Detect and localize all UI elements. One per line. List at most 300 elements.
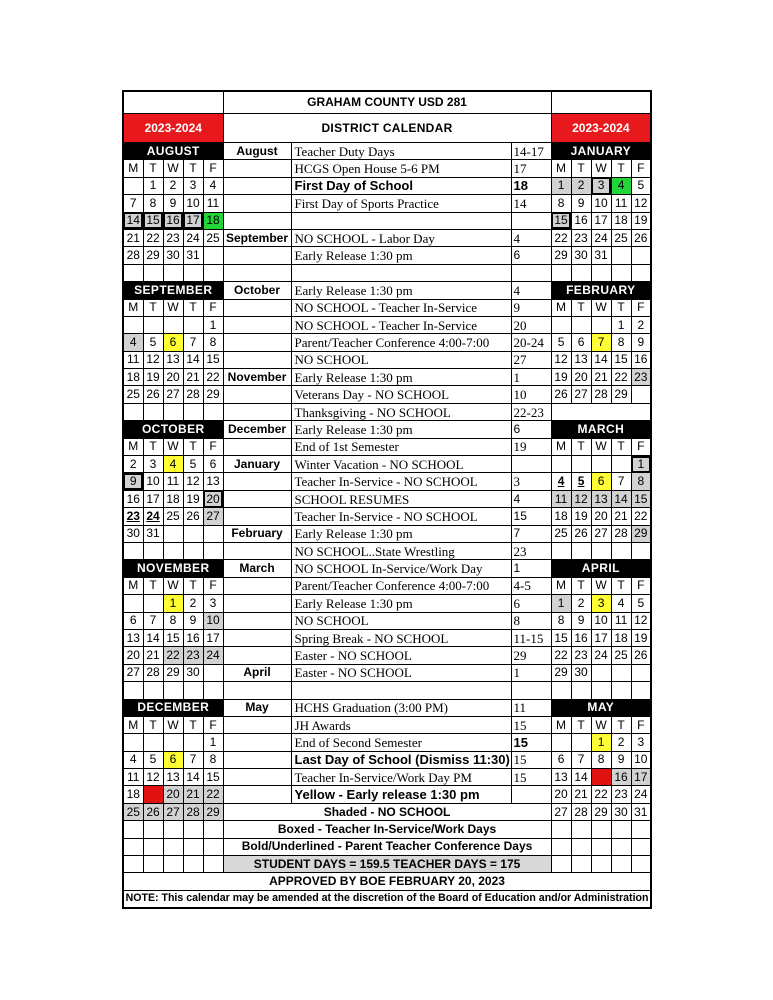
calendar-row	[123, 212, 651, 229]
blank-cell	[143, 316, 163, 333]
event-month-label	[223, 577, 291, 594]
event-date: 8	[511, 612, 551, 629]
calendar-day: 7	[611, 473, 631, 490]
school-year-right: 2023-2024	[551, 114, 651, 143]
event-month-label	[223, 403, 291, 420]
event-date: 1	[511, 369, 551, 386]
calendar-day: 15	[203, 351, 223, 368]
calendar-day: 16	[631, 351, 651, 368]
calendar-row	[123, 490, 651, 507]
calendar-day: 16	[571, 629, 591, 646]
event-description: NO SCHOOL In-Service/Work Day	[291, 560, 511, 577]
calendar-row	[123, 456, 651, 473]
calendar-day: 1	[631, 456, 651, 473]
calendar-day: 15	[203, 769, 223, 786]
blank-cell	[551, 91, 651, 114]
calendar-day: 27	[591, 525, 611, 542]
blank-cell	[591, 821, 611, 838]
calendar-row	[123, 386, 651, 403]
event-month-label	[223, 629, 291, 646]
blank-cell	[551, 403, 651, 420]
calendar-day: 16	[183, 629, 203, 646]
calendar-day: 26	[631, 647, 651, 664]
legend-item: Boxed - Teacher In-Service/Work Days	[223, 821, 551, 838]
calendar-row	[123, 647, 651, 664]
calendar-row	[123, 786, 651, 803]
calendar-day: 10	[591, 612, 611, 629]
calendar-day: 6	[203, 456, 223, 473]
blank-cell	[611, 247, 631, 264]
blank-cell	[123, 838, 143, 855]
blank-cell	[123, 856, 143, 873]
event-date: 3	[511, 473, 551, 490]
calendar-day: 9	[183, 612, 203, 629]
calendar-row	[123, 821, 651, 838]
blank-cell	[611, 542, 631, 559]
blank-cell	[123, 542, 143, 559]
blank-cell	[203, 264, 223, 281]
legend-item: Bold/Underlined - Parent Teacher Conference Days	[223, 838, 551, 855]
event-month-label	[223, 647, 291, 664]
month-header-december: DECEMBER	[123, 699, 223, 716]
blank-cell	[571, 542, 591, 559]
calendar-day: 16	[123, 490, 143, 507]
calendar-day: 21	[571, 786, 591, 803]
weekday-label: T	[183, 577, 203, 594]
calendar-day: 4	[551, 473, 571, 490]
calendar-day: 22	[163, 647, 183, 664]
weekday-label: W	[163, 299, 183, 316]
calendar-day: 14	[143, 629, 163, 646]
calendar-day: 22	[203, 786, 223, 803]
calendar-day: 13	[203, 473, 223, 490]
calendar-day: 9	[631, 334, 651, 351]
calendar-day: 25	[551, 525, 571, 542]
event-month-label	[223, 769, 291, 786]
event-month-label	[223, 542, 291, 559]
calendar-day: 27	[551, 803, 571, 820]
calendar-day: 1	[591, 734, 611, 751]
blank-cell	[183, 856, 203, 873]
event-month-label	[223, 212, 291, 229]
blank-cell	[203, 525, 223, 542]
calendar-row	[123, 803, 651, 820]
event-description: Early Release 1:30 pm	[291, 421, 511, 438]
blank-cell	[631, 264, 651, 281]
blank-cell	[551, 734, 571, 751]
calendar-day: 18	[611, 629, 631, 646]
event-month-label	[223, 716, 291, 733]
event-month-label	[223, 386, 291, 403]
event-description	[291, 212, 511, 229]
calendar-day: 5	[551, 334, 571, 351]
calendar-day: 21	[183, 786, 203, 803]
blank-cell	[123, 177, 143, 194]
blank-cell	[611, 838, 631, 855]
event-date: 23	[511, 542, 551, 559]
calendar-day: 27	[163, 803, 183, 820]
calendar-day: 4	[611, 177, 631, 194]
district-calendar-table	[122, 90, 652, 909]
calendar-day: 8	[551, 195, 571, 212]
calendar-day: 11	[123, 351, 143, 368]
event-month-label: February	[223, 525, 291, 542]
event-date: 15	[511, 508, 551, 525]
weekday-label: W	[591, 716, 611, 733]
blank-cell	[551, 316, 571, 333]
calendar-day: 19	[631, 629, 651, 646]
calendar-day: 19	[183, 490, 203, 507]
calendar-day: 7	[183, 751, 203, 768]
calendar-day: 22	[143, 229, 163, 246]
event-date: 6	[511, 247, 551, 264]
calendar-row	[123, 299, 651, 316]
event-month-label	[223, 160, 291, 177]
blank-cell	[591, 316, 611, 333]
page-title: DISTRICT CALENDAR	[223, 114, 551, 143]
month-header-september: SEPTEMBER	[123, 282, 223, 299]
calendar-day: 24	[591, 229, 611, 246]
calendar-day: 5	[631, 595, 651, 612]
calendar-row	[123, 316, 651, 333]
event-date: 27	[511, 351, 551, 368]
event-description: Spring Break - NO SCHOOL	[291, 629, 511, 646]
calendar-day: 2	[123, 456, 143, 473]
event-description: NO SCHOOL	[291, 351, 511, 368]
calendar-day: 12	[551, 351, 571, 368]
calendar-day: 26	[143, 803, 163, 820]
event-date	[511, 212, 551, 229]
weekday-label: M	[551, 160, 571, 177]
event-month-label	[223, 612, 291, 629]
calendar-day: 8	[611, 334, 631, 351]
blank-cell	[631, 542, 651, 559]
blank-cell	[591, 542, 611, 559]
calendar-day: 10	[143, 473, 163, 490]
weekday-label: T	[571, 577, 591, 594]
weekday-label: T	[143, 299, 163, 316]
calendar-day: 2	[183, 595, 203, 612]
blank-cell	[123, 682, 143, 699]
calendar-day: 3	[143, 456, 163, 473]
calendar-day: 3	[591, 177, 611, 194]
weekday-label: F	[203, 299, 223, 316]
blank-cell	[143, 542, 163, 559]
calendar-day: 21	[611, 508, 631, 525]
weekday-label: T	[183, 716, 203, 733]
month-header-february: FEBRUARY	[551, 282, 651, 299]
event-month-label	[223, 316, 291, 333]
blank-cell	[143, 682, 163, 699]
calendar-day: 2	[571, 177, 591, 194]
calendar-row	[123, 177, 651, 194]
weekday-label: W	[163, 438, 183, 455]
calendar-day: 7	[571, 751, 591, 768]
calendar-row	[123, 351, 651, 368]
event-date: 4-5	[511, 577, 551, 594]
calendar-row	[123, 282, 651, 299]
calendar-day: 10	[183, 195, 203, 212]
blank-cell	[163, 403, 183, 420]
calendar-day: 11	[123, 769, 143, 786]
event-month-label	[223, 508, 291, 525]
event-description	[291, 682, 511, 699]
event-month-label	[223, 264, 291, 281]
weekday-label: T	[143, 577, 163, 594]
legend-item: Shaded - NO SCHOOL	[223, 803, 551, 820]
calendar-day: 24	[183, 229, 203, 246]
calendar-day: 5	[631, 177, 651, 194]
event-date: 15	[511, 769, 551, 786]
blank-cell	[163, 838, 183, 855]
calendar-day: 1	[551, 595, 571, 612]
calendar-day: 6	[571, 334, 591, 351]
calendar-day: 11	[203, 195, 223, 212]
calendar-day: 8	[203, 751, 223, 768]
blank-cell	[143, 403, 163, 420]
calendar-day: 28	[591, 386, 611, 403]
weekday-label: T	[611, 299, 631, 316]
calendar-day: 4	[203, 177, 223, 194]
month-header-october: OCTOBER	[123, 421, 223, 438]
blank-cell	[551, 542, 571, 559]
calendar-day: 22	[551, 229, 571, 246]
event-description: First Day of Sports Practice	[291, 195, 511, 212]
calendar-day: 13	[123, 629, 143, 646]
weekday-label: T	[611, 438, 631, 455]
calendar-day: 12	[183, 473, 203, 490]
calendar-day: 14	[183, 769, 203, 786]
blank-cell	[571, 682, 591, 699]
calendar-day: 2	[631, 316, 651, 333]
calendar-row	[123, 403, 651, 420]
event-month-label	[223, 299, 291, 316]
calendar-day: 5	[183, 456, 203, 473]
event-date	[511, 264, 551, 281]
calendar-day: 10	[591, 195, 611, 212]
calendar-day: 23	[183, 647, 203, 664]
weekday-label: T	[143, 438, 163, 455]
calendar-day: 20	[591, 508, 611, 525]
calendar-day: 29	[203, 386, 223, 403]
event-description: Early Release 1:30 pm	[291, 595, 511, 612]
blank-cell	[611, 821, 631, 838]
event-description: SCHOOL RESUMES	[291, 490, 511, 507]
calendar-row	[123, 664, 651, 681]
event-month-label: September	[223, 229, 291, 246]
calendar-day: 5	[143, 334, 163, 351]
calendar-day: 4	[611, 595, 631, 612]
weekday-label: F	[631, 716, 651, 733]
calendar-day: 19	[143, 369, 163, 386]
calendar-day: 29	[551, 664, 571, 681]
event-description: Easter - NO SCHOOL	[291, 664, 511, 681]
district-name: GRAHAM COUNTY USD 281	[223, 91, 551, 114]
event-date: 4	[511, 229, 551, 246]
calendar-day: 6	[123, 612, 143, 629]
event-date: 1	[511, 664, 551, 681]
calendar-day: 8	[551, 612, 571, 629]
calendar-day: 8	[143, 195, 163, 212]
calendar-day: 27	[163, 386, 183, 403]
calendar-day: 24	[591, 647, 611, 664]
calendar-day: 18	[611, 212, 631, 229]
calendar-day: 19	[143, 786, 163, 803]
event-month-label	[223, 438, 291, 455]
blank-cell	[203, 403, 223, 420]
blank-cell	[611, 664, 631, 681]
calendar-day: 13	[163, 351, 183, 368]
calendar-day: 17	[591, 629, 611, 646]
calendar-day: 9	[163, 195, 183, 212]
calendar-day: 30	[183, 664, 203, 681]
weekday-label: W	[163, 160, 183, 177]
calendar-day: 1	[611, 316, 631, 333]
calendar-day: 31	[631, 803, 651, 820]
calendar-row	[123, 682, 651, 699]
calendar-day: 12	[571, 490, 591, 507]
calendar-day: 29	[631, 525, 651, 542]
calendar-day: 31	[591, 247, 611, 264]
calendar-row	[123, 838, 651, 855]
calendar-row	[123, 525, 651, 542]
calendar-day: 28	[143, 664, 163, 681]
blank-cell	[571, 264, 591, 281]
event-date: 20	[511, 316, 551, 333]
event-description: NO SCHOOL..State Wrestling	[291, 542, 511, 559]
weekday-label: T	[183, 299, 203, 316]
calendar-day: 18	[551, 508, 571, 525]
event-date: 15	[511, 716, 551, 733]
event-month-label	[223, 177, 291, 194]
calendar-day: 25	[611, 229, 631, 246]
calendar-day: 17	[143, 490, 163, 507]
calendar-row	[123, 264, 651, 281]
event-description: NO SCHOOL - Teacher In-Service	[291, 299, 511, 316]
event-description: Thanksgiving - NO SCHOOL	[291, 403, 511, 420]
calendar-day: 4	[123, 751, 143, 768]
blank-cell	[143, 734, 163, 751]
blank-cell	[143, 856, 163, 873]
blank-cell	[143, 264, 163, 281]
calendar-day: 5	[143, 751, 163, 768]
calendar-day: 22	[591, 786, 611, 803]
calendar-row	[123, 769, 651, 786]
weekday-label: M	[123, 716, 143, 733]
calendar-day: 31	[143, 525, 163, 542]
blank-cell	[551, 264, 571, 281]
calendar-day: 27	[203, 508, 223, 525]
blank-cell	[551, 856, 571, 873]
event-month-label: March	[223, 560, 291, 577]
calendar-day: 22	[203, 369, 223, 386]
calendar-day: 30	[163, 247, 183, 264]
blank-cell	[591, 838, 611, 855]
calendar-day: 29	[203, 803, 223, 820]
calendar-day: 30	[123, 525, 143, 542]
calendar-day: 17	[631, 769, 651, 786]
event-date: 20-24	[511, 334, 551, 351]
weekday-label: T	[611, 160, 631, 177]
event-month-label	[223, 195, 291, 212]
weekday-label: W	[163, 577, 183, 594]
calendar-day: 4	[123, 334, 143, 351]
calendar-day: 26	[551, 386, 571, 403]
event-description: NO SCHOOL - Labor Day	[291, 229, 511, 246]
calendar-day: 7	[591, 334, 611, 351]
calendar-day: 20	[163, 786, 183, 803]
weekday-label: T	[143, 160, 163, 177]
event-description: Parent/Teacher Conference 4:00-7:00	[291, 577, 511, 594]
blank-cell	[203, 821, 223, 838]
calendar-row	[123, 542, 651, 559]
blank-cell	[571, 734, 591, 751]
blank-cell	[183, 734, 203, 751]
event-description: Parent/Teacher Conference 4:00-7:00	[291, 334, 511, 351]
calendar-day: 9	[611, 751, 631, 768]
calendar-day: 11	[163, 473, 183, 490]
calendar-day: 12	[143, 351, 163, 368]
calendar-row	[123, 195, 651, 212]
weekday-label: T	[571, 716, 591, 733]
blank-cell	[123, 821, 143, 838]
event-description: Yellow - Early release 1:30 pm	[291, 786, 511, 803]
calendar-day: 15	[551, 629, 571, 646]
event-month-label	[223, 473, 291, 490]
calendar-day: 25	[203, 229, 223, 246]
blank-cell	[123, 595, 143, 612]
event-date: 22-23	[511, 403, 551, 420]
weekday-label: M	[123, 438, 143, 455]
calendar-day: 20	[203, 490, 223, 507]
calendar-day: 15	[611, 351, 631, 368]
event-description: Winter Vacation - NO SCHOOL	[291, 456, 511, 473]
blank-cell	[203, 682, 223, 699]
calendar-day: 6	[551, 751, 571, 768]
calendar-day: 21	[143, 647, 163, 664]
calendar-day: 24	[143, 508, 163, 525]
calendar-day: 23	[123, 508, 143, 525]
event-description: Early Release 1:30 pm	[291, 369, 511, 386]
calendar-day: 29	[611, 386, 631, 403]
blank-cell	[143, 595, 163, 612]
calendar-day: 12	[143, 769, 163, 786]
blank-cell	[183, 542, 203, 559]
calendar-day: 17	[183, 212, 203, 229]
calendar-day: 6	[163, 751, 183, 768]
weekday-label: W	[163, 716, 183, 733]
calendar-day: 15	[551, 212, 571, 229]
event-date: 15	[511, 751, 551, 768]
event-description: End of 1st Semester	[291, 438, 511, 455]
blank-cell	[571, 456, 591, 473]
event-date	[511, 682, 551, 699]
calendar-row	[123, 334, 651, 351]
event-date: 6	[511, 421, 551, 438]
calendar-day: 6	[163, 334, 183, 351]
blank-cell	[611, 456, 631, 473]
calendar-day: 29	[591, 803, 611, 820]
blank-cell	[551, 838, 571, 855]
blank-cell	[183, 821, 203, 838]
calendar-day: 29	[143, 247, 163, 264]
calendar-row	[123, 629, 651, 646]
weekday-label: M	[551, 716, 571, 733]
calendar-day: 20	[163, 369, 183, 386]
blank-cell	[551, 456, 571, 473]
calendar-day: 15	[591, 769, 611, 786]
calendar-day: 3	[183, 177, 203, 194]
